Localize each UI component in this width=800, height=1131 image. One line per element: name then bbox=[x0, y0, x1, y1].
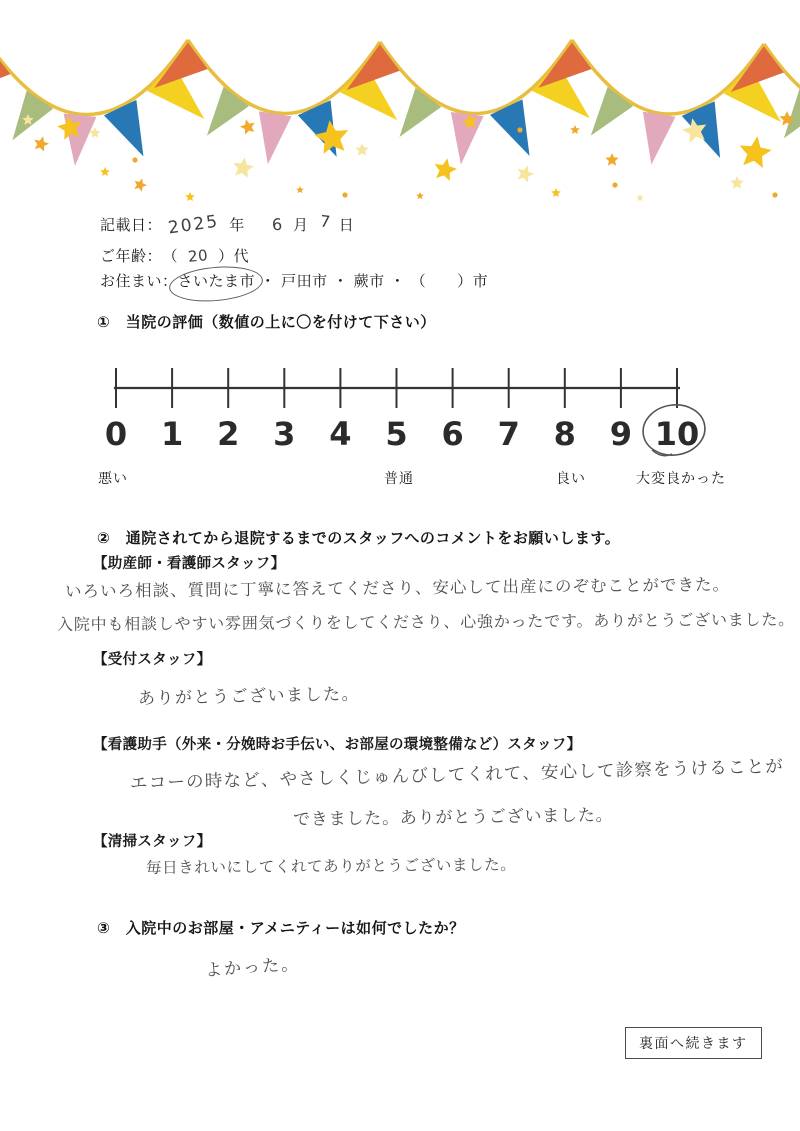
date-month-handwritten: 6 bbox=[271, 214, 284, 235]
question-1-heading: ① 当院の評価（数値の上に〇を付けて下さい） bbox=[97, 313, 436, 331]
date-day-handwritten: 7 bbox=[319, 211, 332, 232]
date-line bbox=[100, 211, 356, 239]
star-decoration bbox=[355, 143, 368, 156]
handwritten-comment-midwife-line2: 入院中も相談しやすい雰囲気づくりをしてくださり、心強かったです。ありがとうございました。 bbox=[56, 609, 795, 634]
dot-decoration bbox=[517, 127, 522, 132]
age-handwritten: 20 bbox=[187, 246, 209, 266]
dot-decoration bbox=[132, 157, 137, 162]
staff-section-label-reception: 【受付スタッフ】 bbox=[93, 652, 212, 668]
star-decoration bbox=[100, 167, 110, 176]
star-decoration bbox=[605, 153, 618, 166]
star-decoration bbox=[570, 125, 580, 134]
decorative-pennant-banner bbox=[0, 30, 800, 210]
star-decoration bbox=[134, 178, 147, 191]
star-decoration bbox=[551, 188, 561, 197]
scale-number-9: 9 bbox=[609, 415, 633, 453]
age-paren-open: （ bbox=[170, 247, 179, 265]
footer-note-text: 裏面へ続きます bbox=[639, 1036, 748, 1052]
scale-number-8: 8 bbox=[553, 415, 576, 453]
pennant-flag bbox=[445, 112, 484, 167]
question-2-heading: ② 通院されてから退院するまでのスタッフへのコメントをお願いします。 bbox=[97, 529, 621, 547]
scale-label-very-good: 大変良かった bbox=[636, 471, 726, 487]
scale-number-7: 7 bbox=[497, 415, 520, 453]
date-year-handwritten: 2025 bbox=[166, 211, 221, 239]
handwritten-comment-assistant-line1: エコーの時など、やさしくじゅんびしてくれて、安心して診察をうけることが bbox=[129, 756, 785, 794]
footer-note-box bbox=[625, 1027, 762, 1059]
scale-label-bad: 悪い bbox=[98, 471, 128, 487]
star-decoration bbox=[730, 176, 743, 189]
scale-number-1: 1 bbox=[160, 415, 184, 453]
dot-decoration bbox=[772, 192, 777, 197]
staff-section-label-cleaning: 【清掃スタッフ】 bbox=[93, 834, 212, 850]
scale-label-normal: 普通 bbox=[384, 471, 414, 487]
date-day-unit: 日 bbox=[338, 216, 356, 234]
scale-number-6: 6 bbox=[441, 415, 464, 453]
star-decoration bbox=[240, 119, 255, 134]
scale-number-2: 2 bbox=[217, 415, 240, 453]
pennant-flag bbox=[635, 112, 675, 167]
pennant-flag bbox=[59, 114, 97, 168]
residence-selected-city: さいたま市 bbox=[178, 270, 256, 291]
star-decoration bbox=[636, 194, 644, 201]
age-paren-close: ）代 bbox=[218, 247, 250, 265]
date-label: 記載日： bbox=[100, 216, 163, 234]
residence-line bbox=[100, 270, 488, 291]
star-decoration bbox=[185, 192, 195, 201]
scale-label-good: 良い bbox=[556, 471, 586, 487]
circle-annotation-mark bbox=[167, 263, 263, 305]
star-decoration bbox=[296, 186, 304, 193]
staff-section-label-nursing-assistant: 【看護助手（外来・分娩時お手伝い、お部屋の環境整備など）スタッフ】 bbox=[93, 737, 582, 753]
banner-string bbox=[380, 40, 572, 114]
star-decoration bbox=[34, 136, 49, 151]
scale-number-10: 10 bbox=[654, 415, 700, 453]
banner-string bbox=[572, 40, 764, 114]
date-year-unit: 年 bbox=[229, 216, 247, 234]
handwritten-comment-assistant-line2: できました。ありがとうございました。 bbox=[292, 805, 614, 830]
star-decoration bbox=[740, 136, 772, 168]
pennant-flag bbox=[252, 111, 292, 166]
pennant-flag bbox=[0, 48, 10, 107]
handwritten-comment-cleaning: 毎日きれいにしてくれてありがとうございました。 bbox=[145, 855, 517, 877]
age-line bbox=[100, 245, 249, 266]
residence-other-cities: ・ 戸田市 ・ 蕨市 ・ （ ）市 bbox=[255, 272, 489, 290]
star-decoration bbox=[518, 165, 534, 182]
star-decoration bbox=[435, 158, 457, 181]
date-month-unit: 月 bbox=[292, 216, 310, 234]
star-decoration bbox=[233, 157, 254, 178]
star-decoration bbox=[416, 192, 424, 199]
banner-string bbox=[188, 40, 380, 114]
dot-decoration bbox=[612, 182, 617, 187]
scale-number-5: 5 bbox=[385, 415, 408, 453]
scale-number-3: 3 bbox=[273, 415, 296, 453]
scale-number-4: 4 bbox=[329, 415, 352, 453]
handwritten-comment-midwife-line1: いろいろ相談、質問に丁寧に答えてくださり、安心して出産にのぞむことができた。 bbox=[64, 575, 731, 601]
residence-label: お住まい： bbox=[100, 272, 178, 290]
scale-number-0: 0 bbox=[104, 415, 128, 453]
age-label: ご年齢： bbox=[100, 247, 163, 265]
handwritten-comment-reception: ありがとうございました。 bbox=[137, 684, 361, 709]
rating-scale bbox=[80, 355, 760, 465]
question-3-heading: ③ 入院中のお部屋・アメニティーは如何でしたか？ bbox=[97, 919, 465, 937]
staff-section-label-midwife-nurse: 【助産師・看護師スタッフ】 bbox=[93, 556, 286, 572]
dot-decoration bbox=[342, 192, 347, 197]
handwritten-answer-room-amenity: よかった。 bbox=[204, 954, 301, 981]
